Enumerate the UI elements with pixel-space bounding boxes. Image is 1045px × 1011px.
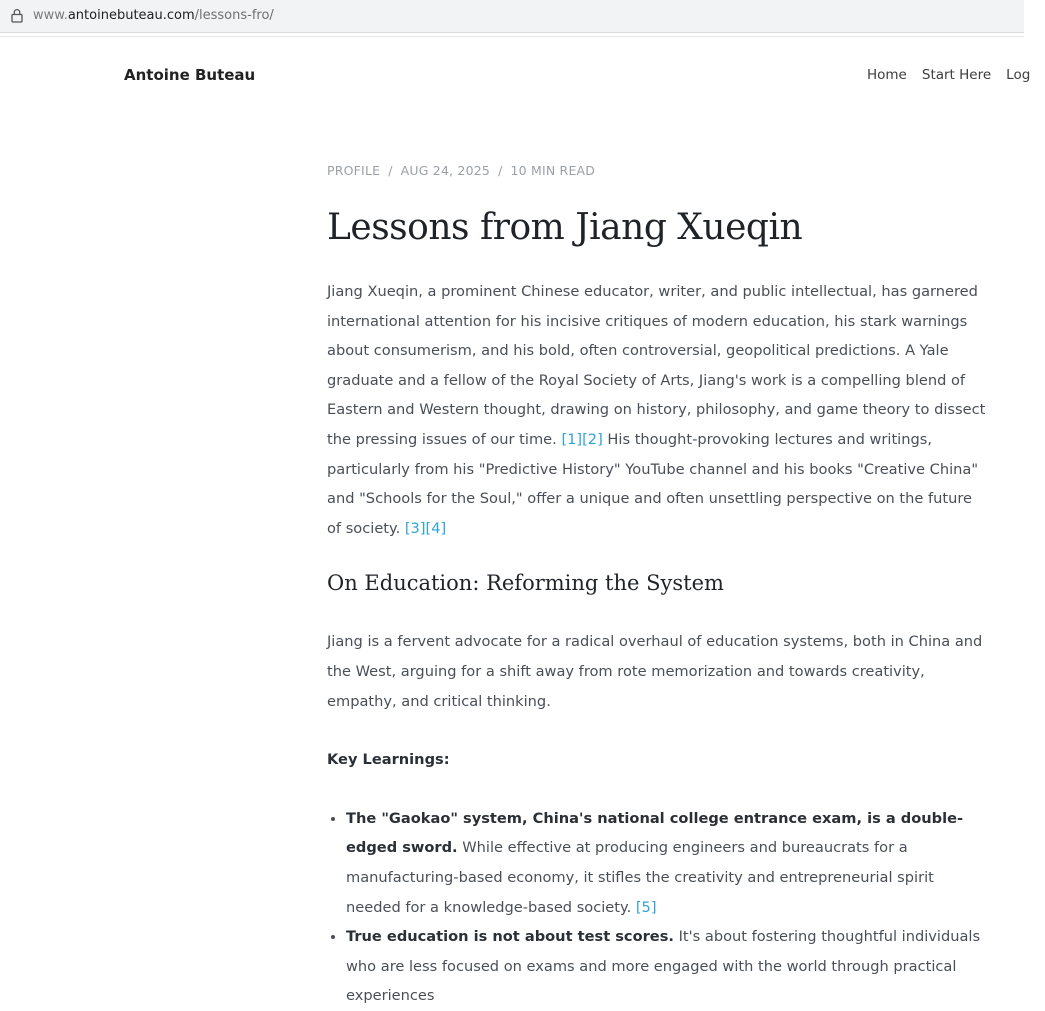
- learning-text: It's about fostering thoughtful individuals who are less focused on exams and more engaged with the world through practical experiences: [346, 928, 981, 1005]
- article: [327, 160, 987, 1011]
- learning-bold: The "Gaokao" system, China's national college entrance exam, is a double-edged sword.: [346, 809, 964, 857]
- intro-text-b: His thought-provoking lectures and writings, particularly from his "Predictive History" YouTube channel and his books "Creative China" and "Schools for the Soul," offer a unique and often unsettling perspective on the future of society.: [327, 430, 979, 537]
- list-item: [346, 804, 987, 922]
- citation-link[interactable]: [3][4]: [404, 519, 447, 537]
- nav-login[interactable]: Log: [1006, 67, 1031, 83]
- citation-link[interactable]: [1][2]: [561, 430, 603, 448]
- post-date: AUG 24, 2025: [400, 163, 491, 178]
- site-title[interactable]: Antoine Buteau: [124, 66, 256, 84]
- learning-text: While effective at producing engineers and bureaucrats for a manufacturing-based economy, it stifles the creativity and entrepreneurial spirit needed for a knowledge-based society.: [346, 839, 934, 916]
- post-meta: [327, 160, 987, 182]
- divider: [0, 36, 1024, 37]
- main-nav: [867, 67, 1045, 83]
- page-title: Lessons from Jiang Xueqin: [327, 207, 803, 248]
- intro-text-a: Jiang Xueqin, a prominent Chinese educator, writer, and public intellectual, has garnered international attention for his incisive critiques of modern education, his stark warnings about consumerism, and his bold, often controversial, geopolitical predictions. A Yale graduate and a fellow of the Royal Society of Arts, Jiang's work is a compelling blend of Eastern and Western thought, drawing on history, philosophy, and game theory to dissect the pressing issues of our time.: [327, 283, 986, 448]
- section-heading: On Education: Reforming the System: [327, 571, 724, 596]
- url-path: /lessons-fro/: [194, 8, 274, 23]
- browser-address-bar[interactable]: [0, 0, 1024, 33]
- nav-home[interactable]: Home: [867, 67, 907, 83]
- url-prefix: www.: [33, 8, 68, 23]
- post-read-time: 10 MIN READ: [510, 163, 596, 178]
- section-paragraph: Jiang is a fervent advocate for a radical overhaul of education systems, both in China and the West, arguing for a shift away from rote memorization and towards creativity, empathy, and critical thinking.: [327, 633, 983, 710]
- meta-separator: /: [388, 163, 393, 178]
- list-item: [346, 922, 987, 1011]
- intro-paragraph: [327, 277, 987, 543]
- url-text[interactable]: [33, 8, 274, 24]
- learning-bold: True education is not about test scores.: [346, 928, 674, 946]
- learnings-list: [327, 804, 987, 1011]
- citation-link[interactable]: [5]: [635, 898, 657, 916]
- meta-separator: /: [498, 163, 503, 178]
- post-category[interactable]: PROFILE: [327, 163, 381, 178]
- lock-icon: [11, 8, 23, 23]
- key-learnings-label: Key Learnings:: [327, 751, 450, 769]
- nav-start-here[interactable]: Start Here: [921, 67, 992, 83]
- url-domain: antoinebuteau.com: [67, 8, 195, 23]
